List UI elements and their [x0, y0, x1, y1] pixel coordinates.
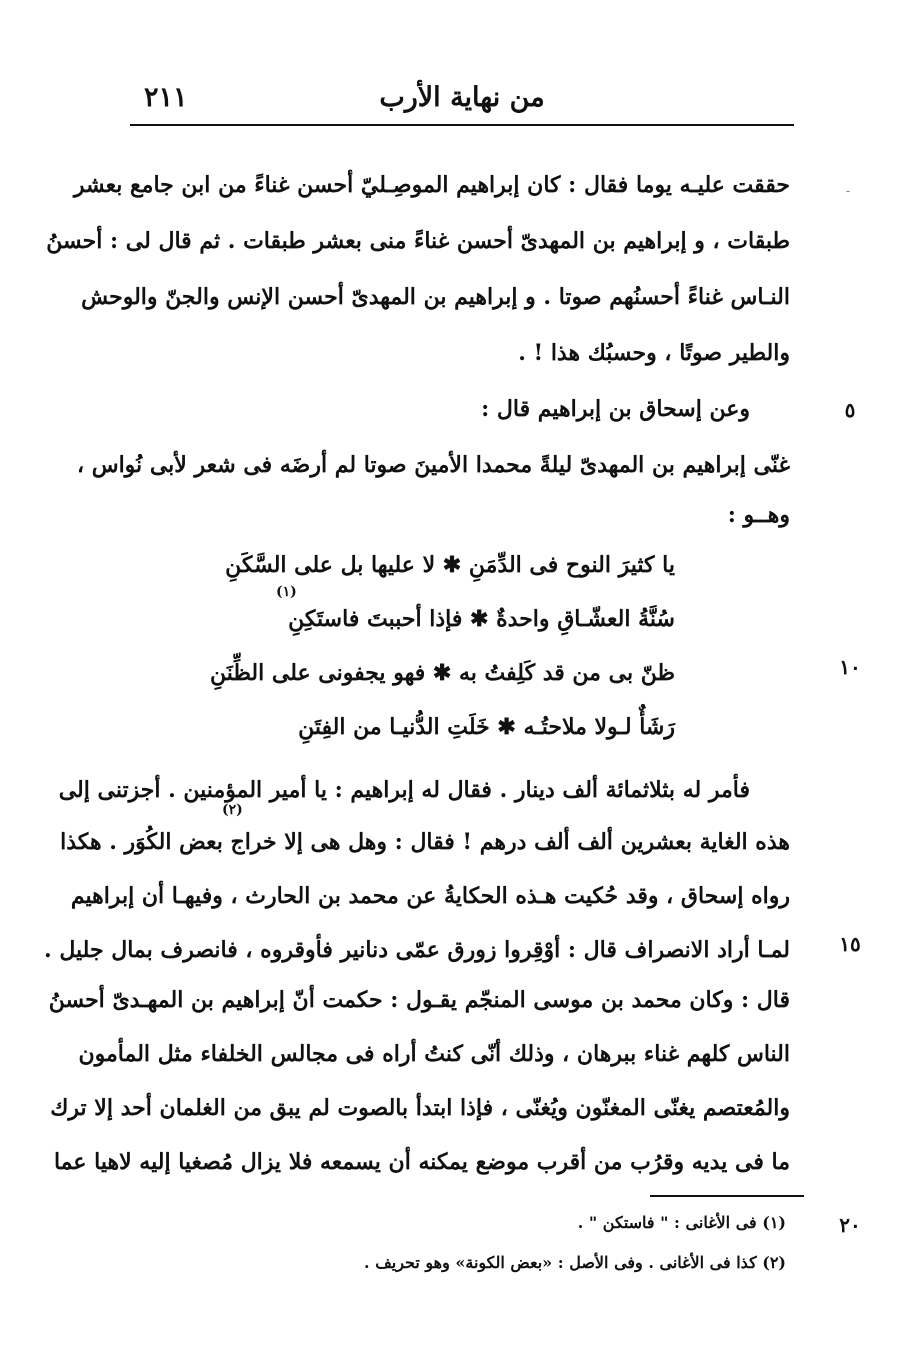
verse-line: ظنّ بى من قد كَلِفتُ به ✱ فهو يجفونى على الظِّنَنِ [209, 660, 675, 686]
text-line: فأمر له بثلاثمائة ألف دينار . فقال له إبراهيم : يا أمير المؤمنين . أجزتنى إلى [58, 777, 750, 803]
verse-line: سُنَّةُ العشّـاقِ واحدةٌ ✱ فإذا أحببتَ فاستَكِنِ [288, 606, 675, 632]
text-line: وعن إسحاق بن إبراهيم قال : [481, 396, 750, 422]
footnote-2: (٢) كذا فى الأغانى . وفى الأصل : «بعض الكونة» وهو تحريف . [364, 1253, 786, 1272]
text-line: الناس كلهم غناء ببرهان ، وذلك أنّى كنتُ أراه فى مجالس الخلفاء مثل المأمون [78, 1041, 790, 1067]
margin-line-number: ٥ [844, 398, 856, 422]
margin-line-number: ١٠ [839, 655, 861, 679]
text-line: والطير صوتًا ، وحسبُك هذا ! . [518, 340, 790, 366]
text-line: وهــو : [727, 502, 790, 528]
margin-tick: - [846, 184, 851, 198]
margin-line-number: ١٥ [839, 932, 861, 956]
text-line: والمُعتصم يغنّى المغنّون ويُغنّى ، فإذا ابتدأ بالصوت لم يبق من الغلمان أحد إلا ترك [50, 1095, 790, 1121]
text-line: رواه إسحاق ، وقد حُكيت هـذه الحكايةُ عن محمد بن الحارث ، وفيهـا أن إبراهيم [70, 883, 790, 909]
footnote-marker-1: (١) [276, 584, 297, 600]
text-line: لمـا أراد الانصراف قال : أوْقِروا زورق عمّى دنانير فأوقروه ، فانصرف بمال جليل . [44, 937, 790, 963]
margin-line-number: ٢٠ [839, 1213, 861, 1237]
footnote-rule [650, 1195, 804, 1197]
header-rule [130, 124, 794, 126]
running-header [130, 78, 794, 122]
footnote-1: (١) فى الأغانى : " فاستكن " . [577, 1213, 786, 1232]
text-line: طبقات ، و إبراهيم بن المهدىّ أحسن غناءً منى بعشر طبقات . ثم قال لى : أحسنُ [46, 228, 790, 254]
text-line: غنّى إبراهيم بن المهدىّ ليلةً محمدا الأمينَ صوتا لم أرضَه فى شعر لأبى نُواس ، [76, 452, 790, 478]
running-title: من نهاية الأرب [379, 82, 545, 113]
text-line: النـاس غناءً أحسنُهم صوتا . و إبراهيم بن المهدىّ أحسن الإنس والجنّ والوحش [81, 284, 790, 310]
page-number: ٢١١ [144, 82, 188, 113]
footnote-marker-2: (٢) [222, 802, 243, 818]
text-line: حققت عليـه يوما فقال : كان إبراهيم الموصِـليّ أحسن غناءً من ابن جامع بعشر [73, 172, 790, 198]
verse-line: يا كثيرَ النوح فى الدِّمَنِ ✱ لا عليها بل على السَّكَنِ [225, 552, 675, 578]
text-line: هذه الغاية بعشرين ألف ألف درهم ! فقال : وهل هى إلا خراج بعض الكُوَر . هكذا [60, 829, 790, 855]
verse-line: رَشَأٌ لـولا ملاحتُـه ✱ خَلَتِ الدُّنيـا من الفِتَنِ [298, 714, 675, 740]
text-line: ما فى يديه وقرُب من أقرب موضع يمكنه أن يسمعه فلا يزال مُصغيا إليه لاهيا عما [53, 1149, 790, 1175]
text-line: قال : وكان محمد بن موسى المنجّم يقـول : حكمت أنّ إبراهيم بن المهـدىّ أحسنُ [48, 987, 790, 1013]
